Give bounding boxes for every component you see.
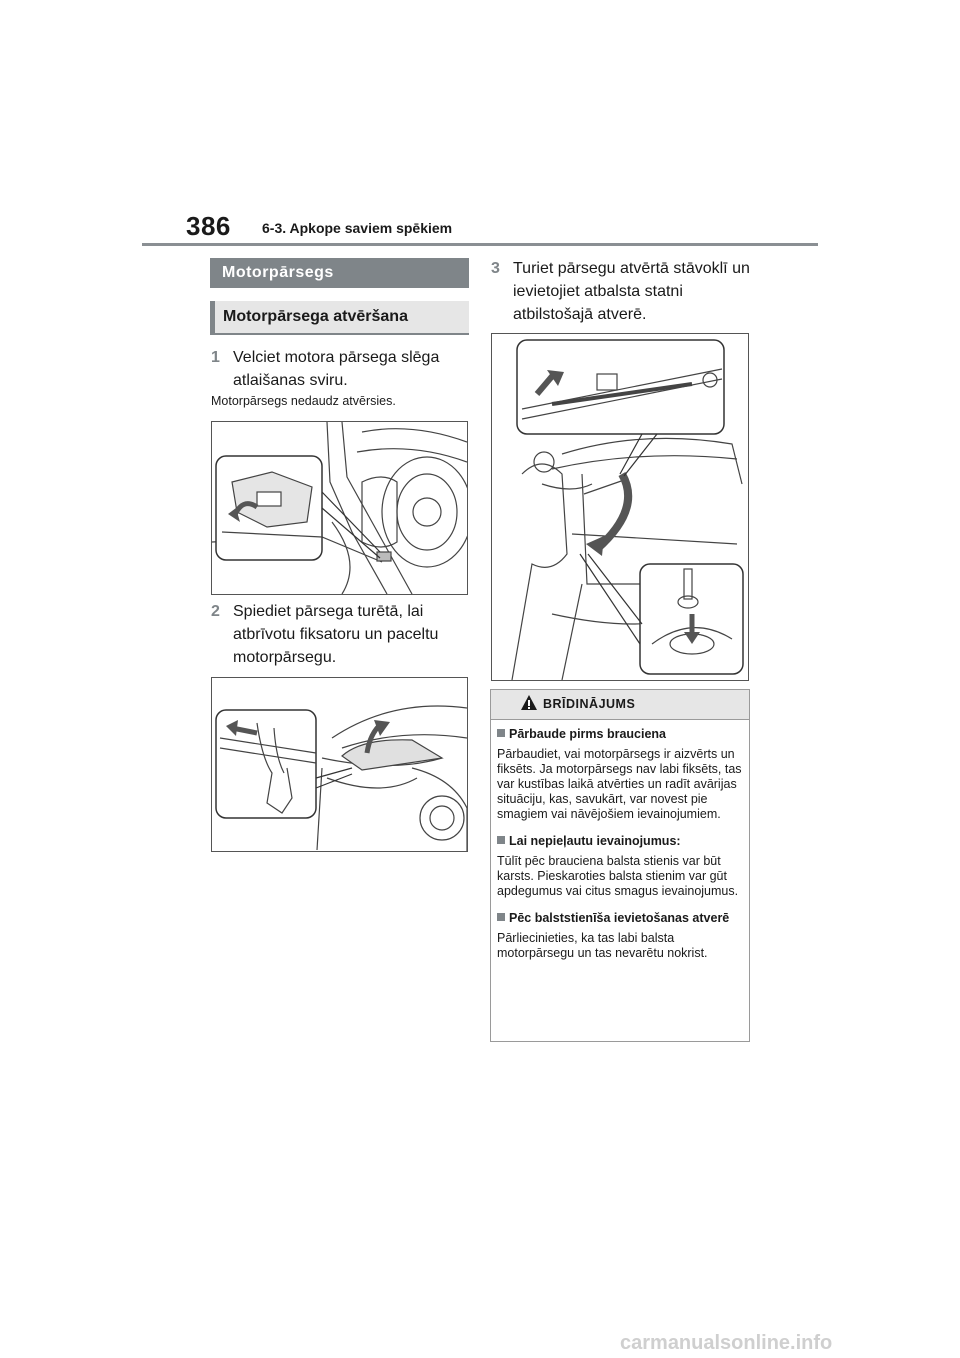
- figure-support-rod: [491, 333, 749, 681]
- step-number: 2: [211, 603, 220, 620]
- warning-header: [491, 690, 749, 720]
- warning-title: BRĪDINĀJUMS: [543, 697, 636, 711]
- step-text: Spiediet pārsega turētā, lai atbrīvotu fiksatoru un paceltu motorpārsegu.: [233, 603, 439, 666]
- support-rod-illustration: [492, 334, 748, 680]
- warning-item-title: Pēc balststienīša ievietošanas atverē: [497, 911, 743, 926]
- section-title: 6-3. Apkope saviem spēkiem: [262, 220, 453, 236]
- step-number: 3: [491, 260, 500, 277]
- step-1-note: Motorpārsegs nedaudz atvērsies.: [211, 394, 396, 408]
- step-2: [211, 600, 471, 669]
- square-bullet-icon: [497, 836, 505, 844]
- warning-triangle-icon: [520, 694, 538, 711]
- watermark: carmanualsonline.info: [620, 1332, 833, 1354]
- square-bullet-icon: [497, 913, 505, 921]
- square-bullet-icon: [497, 729, 505, 737]
- hood-latch-illustration: [212, 678, 467, 851]
- page-number: 386: [186, 211, 231, 241]
- step-text: Velciet motora pārsega slēga atlaišanas sviru.: [233, 349, 440, 389]
- main-heading: Motorpārsegs: [210, 258, 469, 288]
- warning-item-text: Pārliecinieties, ka tas labi balsta motorpārsegu un tas nevarētu nokrist.: [497, 931, 708, 960]
- step-1: [211, 346, 471, 392]
- figure-hood-latch: [211, 677, 468, 852]
- warning-body: [491, 720, 749, 961]
- warning-item-title: Lai nepieļautu ievainojumus:: [497, 834, 743, 849]
- step-text: Turiet pārsegu atvērtā stāvoklī un ievietojiet atbalsta statni atbilstošajā atverē.: [513, 260, 750, 323]
- release-lever-illustration: [212, 422, 467, 594]
- warning-item-text: Pārbaudiet, vai motorpārsegs ir aizvērts un fiksēts. Ja motorpārsegs nav labi fiksēts, tas var kustības laikā atvērties un radīt avārijas situāciju, kas, savukārt, var novest pie smagiem vai nāvējošiem ievainojumiem.: [497, 747, 742, 821]
- figure-release-lever: [211, 421, 468, 595]
- header-rule: [142, 243, 818, 246]
- step-number: 1: [211, 349, 220, 366]
- sub-heading: Motorpārsega atvēršana: [210, 301, 469, 335]
- step-3: [491, 257, 751, 326]
- warning-item-title: Pārbaude pirms brauciena: [497, 727, 743, 742]
- warning-box: [490, 689, 750, 1042]
- warning-item-text: Tūlīt pēc brauciena balsta stienis var būt karsts. Pieskaroties balsta stienim var gūt apdegumus vai citus smagus ievainojumus.: [497, 854, 739, 898]
